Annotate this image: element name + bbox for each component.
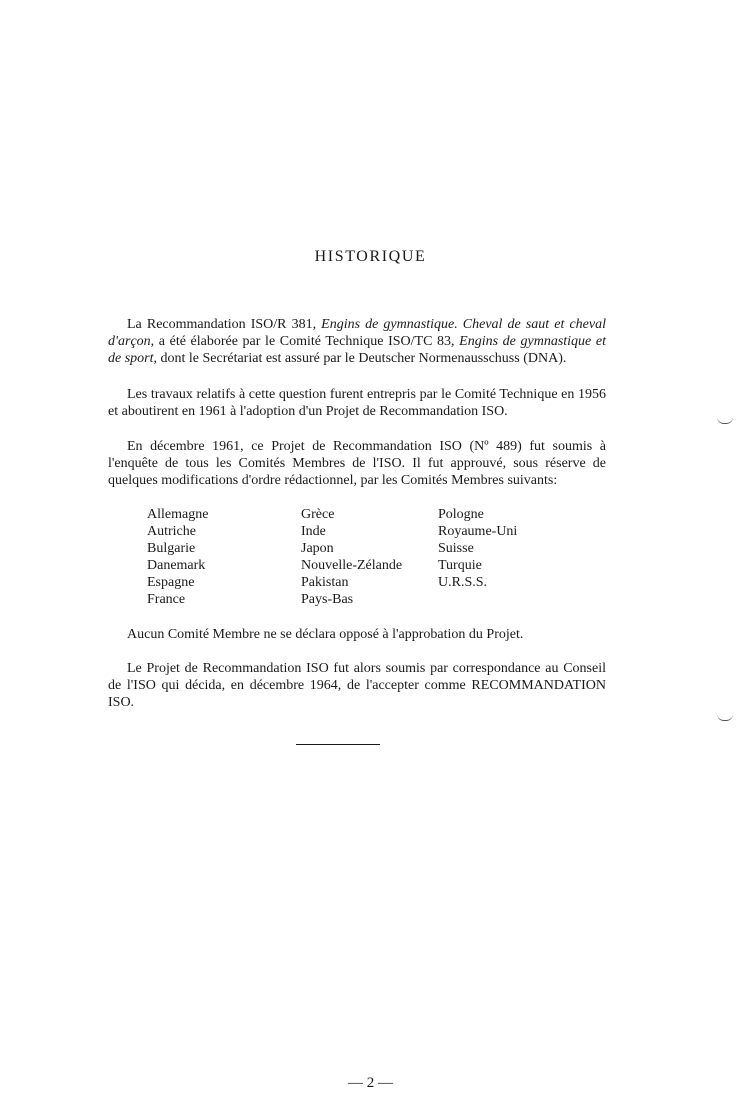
member-item: Espagne — [147, 575, 195, 590]
work-text: Les travaux relatifs à cette question furent entrepris par le Comité Technique en 1956 et aboutirent en 1961 à l'adoption d'un Projet de Recommandation ISO. — [108, 387, 606, 419]
opposition-text: Aucun Comité Membre ne se déclara opposé à l'approbation du Projet. — [127, 627, 524, 642]
member-item: Autriche — [147, 524, 196, 539]
paragraph-acceptance — [108, 660, 606, 711]
paragraph-work — [108, 386, 606, 420]
section-divider — [296, 744, 380, 745]
origin-text-2: , a été élaborée par le Comité Technique ISO/TC 83, — [150, 334, 460, 349]
member-item: U.R.S.S. — [438, 575, 488, 590]
member-column-3 — [438, 506, 517, 591]
member-item: Allemagne — [147, 507, 209, 522]
paragraph-enquiry — [108, 438, 606, 489]
member-item: Royaume-Uni — [438, 524, 518, 539]
member-item: France — [147, 592, 186, 607]
member-item: Grèce — [301, 507, 335, 522]
member-item: Suisse — [438, 541, 474, 556]
page-number: — 2 — — [348, 1075, 393, 1091]
member-item: Inde — [301, 524, 326, 539]
paragraph-origin — [108, 316, 606, 367]
page-title: HISTORIQUE — [314, 248, 427, 265]
member-item: Danemark — [147, 558, 206, 573]
member-item: Bulgarie — [147, 541, 196, 556]
margin-mark — [717, 714, 733, 721]
origin-text-1: La Recommandation ISO/R 381, — [127, 317, 322, 332]
member-item: Turquie — [438, 558, 482, 573]
member-column-2 — [301, 506, 402, 608]
member-item: Pologne — [438, 507, 484, 522]
member-item: Pakistan — [301, 575, 349, 590]
member-item: Pays-Bas — [301, 592, 354, 607]
acceptance-text: Le Projet de Recommandation ISO fut alors soumis par correspondance au Conseil de l'ISO qui décida, en décembre 1964, de l'accepter comme RECOMMANDATION ISO. — [108, 661, 606, 710]
origin-text-3: , dont le Secrétariat est assuré par le Deutscher Normenausschuss (DNA). — [153, 351, 567, 366]
committee-title: Engins de gymnastique et de sport — [108, 334, 606, 366]
member-item: Japon — [301, 541, 334, 556]
paragraph-opposition — [108, 626, 606, 643]
margin-mark — [717, 417, 733, 424]
enquiry-text: En décembre 1961, ce Projet de Recommandation ISO (Nº 489) fut soumis à l'enquête de tous les Comités Membres de l'ISO. Il fut approuvé, sous réserve de quelques modifications d'ordre rédactionnel, par les Comités Membres suivants: — [108, 439, 606, 488]
member-item: Nouvelle-Zélande — [301, 558, 403, 573]
origin-title: Engins de gymnastique. Cheval de saut et cheval d'arçon — [108, 317, 606, 349]
member-column-1 — [147, 506, 208, 608]
